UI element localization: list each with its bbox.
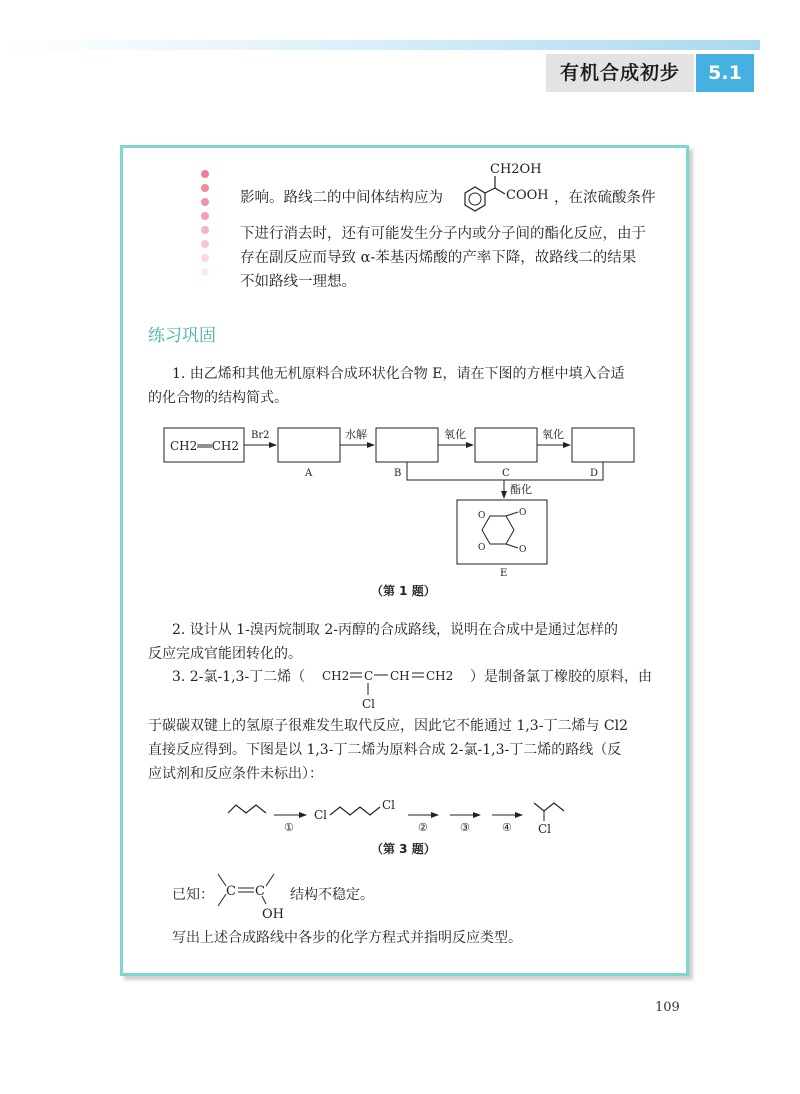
label-c: C (502, 468, 510, 479)
q3-instruction: 写出上述合成路线中各步的化学方程式并指明反应类型。 (172, 930, 522, 946)
label-d: D (590, 468, 599, 479)
start-compound: CH2══CH2 (170, 439, 240, 453)
enol-structure (214, 862, 284, 922)
route-step-2: ② (418, 821, 428, 834)
chapter-title: 有机合成初步 (546, 54, 694, 92)
q3-line-2: 于碳碳双键上的氢原子很难发生取代反应，因此它不能通过 1,3-丁二烯与 Cl2 (148, 718, 628, 734)
ch2oh-group: CH2OH (490, 162, 542, 177)
route-step-1: ① (284, 821, 294, 834)
step-oxidation-1: 氧化 (444, 428, 466, 441)
intro-line-2: 下进行消去时，还有可能发生分子内或分子间的酯化反应，由于 (240, 226, 646, 242)
route-step-4: ④ (502, 821, 512, 834)
step-hydrolysis: 水解 (345, 428, 367, 441)
ring-oxygen-2: O (478, 543, 486, 553)
intro-line-1-after: ，在浓硫酸条件 (554, 190, 656, 206)
carbonyl-oxygen-2: O (519, 545, 527, 555)
q2-line-1: 2. 设计从 1-溴丙烷制取 2-丙醇的合成路线，说明在合成中是通过怎样的 (172, 622, 618, 638)
formula-ch: CH (390, 669, 410, 683)
enol-bond-ul (218, 874, 226, 886)
q3-line-1-after: ）是制备氯丁橡胶的原料，由 (470, 669, 652, 685)
formula-cl: Cl (362, 697, 376, 711)
ring-oxygen-1: O (478, 511, 486, 521)
q3-line-1-before: 3. 2-氯-1,3-丁二烯（ (172, 669, 306, 685)
route-step-3: ③ (460, 821, 470, 834)
carbonyl-oxygen-1: O (519, 508, 527, 518)
cooh-group: COOH (506, 188, 549, 203)
carbonyl-bond-1 (506, 512, 518, 516)
intro-line-4: 不如路线一理想。 (240, 274, 356, 290)
decorative-dots (201, 170, 209, 282)
benzene-ring (465, 187, 485, 211)
intermediate-structure (450, 160, 550, 218)
q3-caption: （第 3 题） (371, 842, 436, 856)
reagent-br2: Br2 (251, 430, 270, 441)
intro-line-1 (240, 186, 443, 211)
header-band (0, 40, 760, 50)
box-d (572, 428, 634, 462)
q1-caption: （第 1 题） (371, 584, 436, 598)
label-e: E (500, 568, 508, 579)
label-b: B (394, 468, 402, 479)
q1-line-2: 的化合物的结构简式。 (148, 390, 288, 406)
formula-ch2-right: CH2 (426, 669, 454, 683)
known-label: 已知： (172, 887, 214, 903)
route-cl-right: Cl (382, 798, 396, 812)
page-number: 109 (655, 1000, 680, 1015)
route-cl-left: Cl (314, 808, 328, 822)
formula-ch2-left: CH2 (322, 669, 350, 683)
box-c (475, 428, 537, 462)
butadiene (228, 805, 266, 813)
q3-line-3: 直接反应得到。下图是以 1,3-丁二烯为原料合成 2-氯-1,3-丁二烯的路线（反 (148, 742, 622, 758)
q2-line-2: 反应完成官能团转化的。 (148, 646, 302, 662)
chapter-number: 5.1 (696, 54, 754, 92)
route-cl-product: Cl (538, 822, 552, 836)
enol-bond-ur (266, 874, 274, 886)
benzene-inner-ring (469, 193, 481, 205)
ring-e (482, 516, 514, 544)
dichlorobutene (330, 807, 380, 815)
enol-bond-ll (218, 894, 226, 906)
box-a (278, 428, 340, 462)
box-e (457, 500, 547, 564)
enol-c-left: C (226, 884, 236, 899)
step-oxidation-2: 氧化 (542, 428, 564, 441)
intro-line-3: 存在副反应而导致 α-苯基丙烯酸的产率下降，故路线二的结果 (240, 250, 637, 266)
carbonyl-bond-2 (506, 544, 518, 548)
chloroprene (534, 803, 564, 811)
enol-c-right: C (255, 884, 265, 899)
bond-ring-carbon (485, 188, 495, 193)
q3-formula (318, 662, 468, 710)
q1-line-1: 1. 由乙烯和其他无机原料合成环状化合物 E，请在下图的方框中填入合适 (172, 366, 625, 382)
q3-line-4: 应试剂和反应条件未标出）： (148, 766, 323, 782)
box-b (376, 428, 438, 462)
intro-line-1-before: 影响。路线二的中间体结构应为 (240, 190, 443, 206)
q1-diagram (160, 420, 640, 580)
step-esterification: 酯化 (510, 483, 532, 496)
q3-route (220, 795, 600, 839)
formula-c: C (364, 669, 374, 683)
bond-carbon-cooh (495, 188, 505, 194)
label-a: A (305, 468, 313, 479)
section-heading: 练习巩固 (148, 326, 216, 346)
enol-oh: OH (262, 907, 284, 922)
known-text: 结构不稳定。 (290, 887, 374, 903)
